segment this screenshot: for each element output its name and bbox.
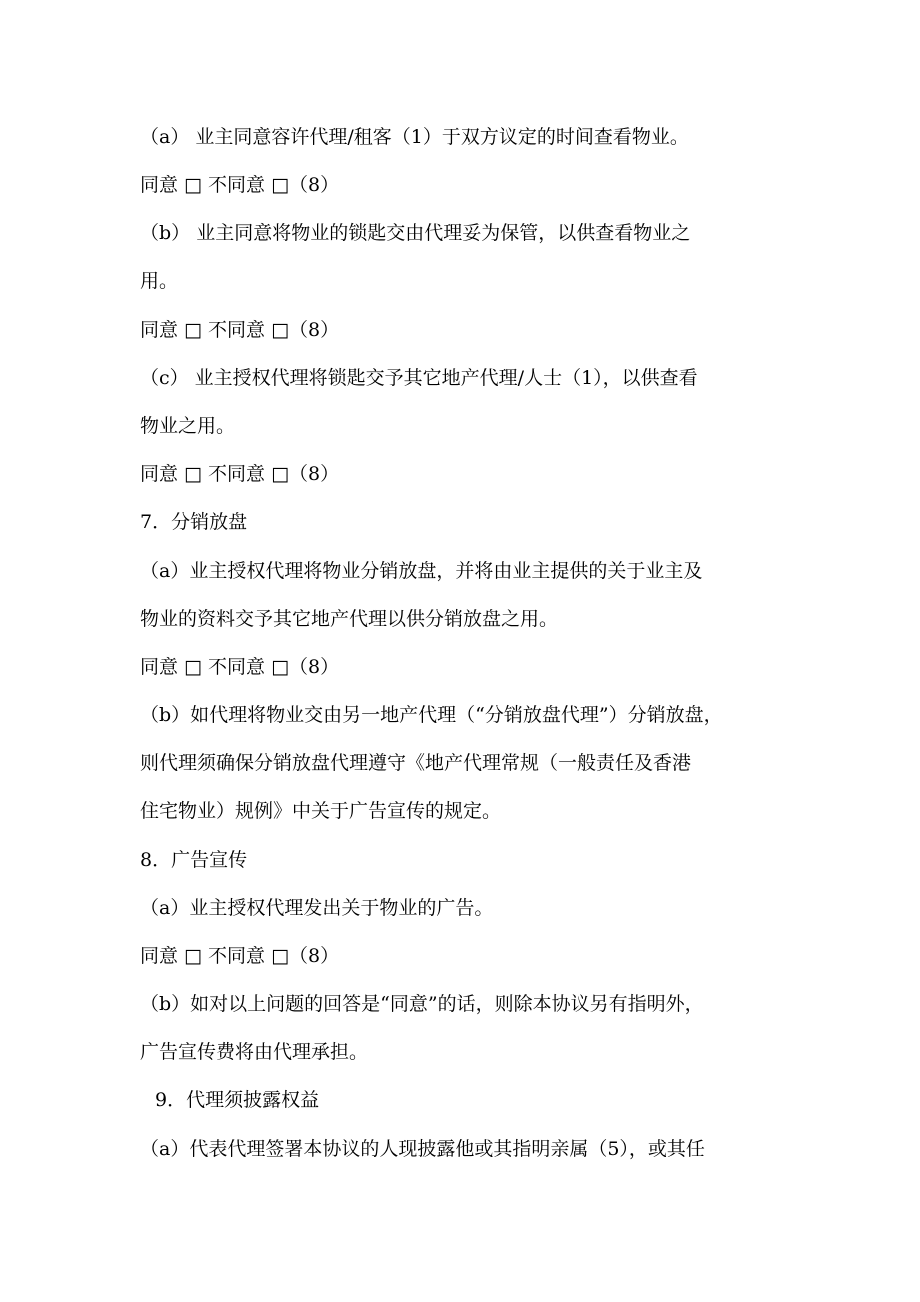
clause-8a-line-1: （a）业主授权代理发出关于物业的广告。: [140, 897, 494, 919]
clause-8b-line-2: 广告宣传费将由代理承担。: [140, 1041, 369, 1063]
clause-7a-line-1: （a）业主授权代理将物业分销放盘，并将由业主提供的关于业主及: [140, 560, 703, 582]
section-8-heading: 8．广告宣传: [140, 849, 248, 871]
clause-6a-line-1: （a） 业主同意容许代理/租客（1）于双方议定的时间查看物业。: [140, 126, 689, 148]
clause-6c-line-2: 物业之用。: [140, 415, 236, 437]
clause-7b-line-3: 住宅物业）规例》中关于广告宣传的规定。: [140, 800, 502, 822]
agree-option-row: 同意 □ 不同意 □（8）: [140, 656, 340, 678]
agree-option-row: 同意 □ 不同意 □（8）: [140, 463, 340, 485]
section-9-heading: 9．代理须披露权益: [155, 1089, 320, 1111]
clause-7b-line-1: （b）如代理将物业交由另一地产代理（“分销放盘代理”）分销放盘，: [140, 704, 723, 726]
section-7-heading: 7．分销放盘: [140, 511, 248, 533]
agree-option-row: 同意 □ 不同意 □（8）: [140, 945, 340, 967]
clause-9a-line-1: （a）代表代理签署本协议的人现披露他或其指明亲属（5），或其任: [140, 1138, 705, 1160]
clause-7b-line-2: 则代理须确保分销放盘代理遵守《地产代理常规（一般责任及香港: [140, 752, 692, 774]
clause-8b-line-1: （b）如对以上问题的回答是“同意”的话，则除本协议另有指明外，: [140, 993, 704, 1015]
clause-6b-line-2: 用。: [140, 270, 179, 292]
clause-7a-line-2: 物业的资料交予其它地产代理以供分销放盘之用。: [140, 608, 559, 630]
agree-option-row: 同意 □ 不同意 □（8）: [140, 174, 340, 196]
clause-6b-line-1: （b） 业主同意将物业的锁匙交由代理妥为保管，以供查看物业之: [140, 222, 691, 244]
clause-6c-line-1: （c） 业主授权代理将锁匙交予其它地产代理/人士（1），以供查看: [140, 367, 698, 389]
agree-option-row: 同意 □ 不同意 □（8）: [140, 319, 340, 341]
